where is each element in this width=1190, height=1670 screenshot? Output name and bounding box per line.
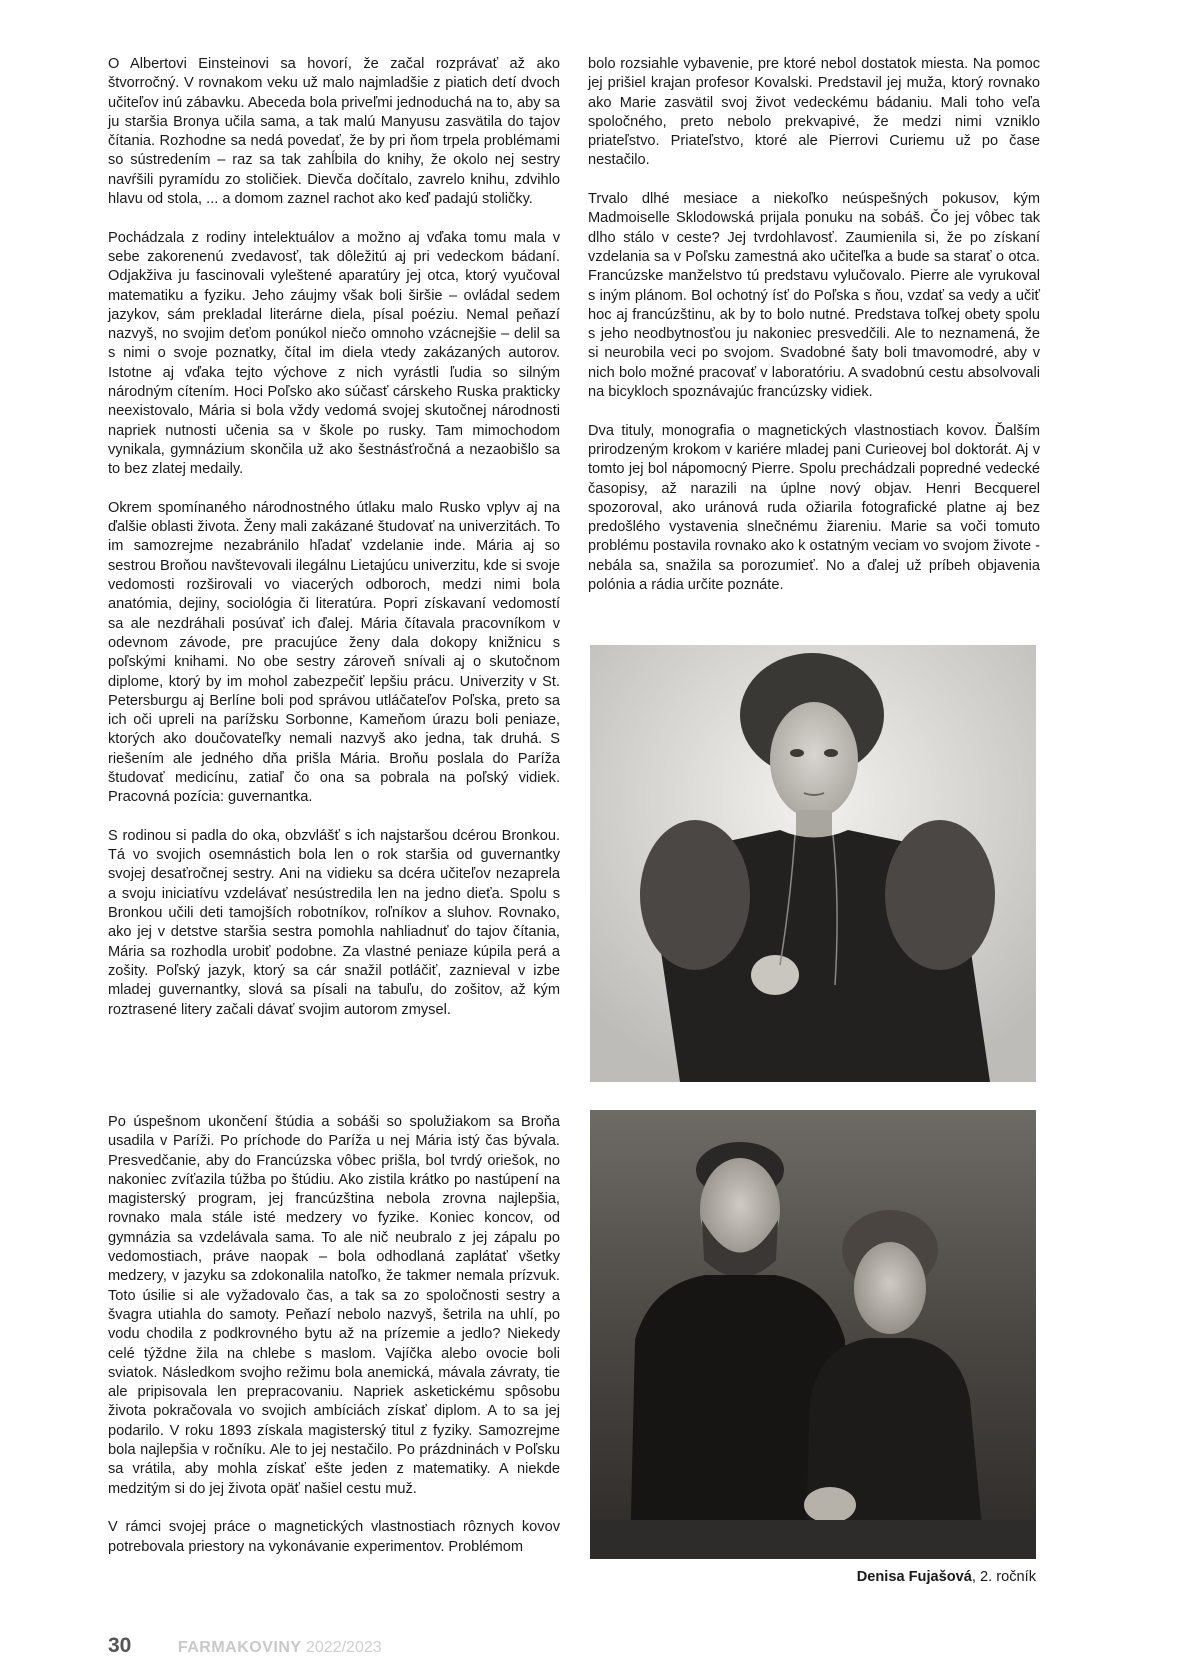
author-name: Denisa Fujašová (856, 1569, 972, 1585)
page-number: 30 (108, 1634, 132, 1657)
column-right (588, 55, 1040, 615)
column-left-top (108, 55, 560, 1039)
paragraph: Trvalo dlhé mesiace a niekoľko neúspešných pokusov, kým Madmoiselle Sklodowská prijala ponuku na sobáš. Čo jej vôbec tak dlho stálo v ceste? Jej tvrdohlavosť. Zaumienila si, že po získaní vzdelania sa v Poľsku zamestná ako učiteľka a bude sa starať o otca. Francúzske manželstvo tú predstavu vylučovalo. Pierre ale vyrukoval s iným plánom. Bol ochotný ísť do Poľska s ňou, vzdať sa vedy a učiť hoc aj francúzštinu, ak by to bolo nutné. Predstava toľkej obety spolu s jeho neodbytnosťou ju nakoniec presvedčili. Ale to neznamená, že si neurobila veci po svojom. Svadobné šaty boli tmavomodré, aby v nich bolo možné pracovať v laboratóriu. A svadobnú cestu absolvovali na bicykloch spoznávajúc francúzsky vidiek. (588, 191, 1040, 401)
couple-illustration (590, 1110, 1036, 1559)
paragraph: Dva tituly, monografia o magnetických vlastnostiach kovov. Ďalším prirodzeným krokom v kariére mladej pani Curieovej bol doktorát. Aj v tomto jej bol nápomocný Pierre. Spolu prechádzali popredné vedecké časopisy, až narazili na úplne nový objav. Henri Becquerel spozoroval, ako uránová ruda ožiarila fotografické platne aj bez predošlého vystavenia slnečnému žiareniu. Marie sa voči tomuto problému postavila rovnako ako k ostatným veciam vo svojom živote - nebála sa, snažila sa porozumieť. No a ďalej už príbeh objavenia polónia a rádia určite poznáte. (588, 422, 1040, 594)
magazine-name: FARMAKOVINY (177, 1639, 302, 1656)
paragraph: bolo rozsiahle vybavenie, pre ktoré nebol dostatok miesta. Na pomoc jej prišiel krajan profesor Kovalski. Predstavil jej muža, ktorý rovnako ako Marie zasvätil svoj život vedeckému bádaniu. Mali toho veľa spoločného, preto nebolo prekvapivé, že medzi nimi vzniklo priateľstvo. Priateľstvo, ktoré ale Pierrovi Curiemu už po čase nestačilo. (588, 56, 1040, 169)
paragraph: V rámci svojej práce o magnetických vlastnostiach rôznych kovov potrebovala priestory na vykonávanie experimentov. Problémom (108, 1519, 560, 1555)
paragraph: S rodinou si padla do oka, obzvlášť s ich najstaršou dcérou Bronkou. Tá vo svojich osemnástich bola len o rok staršia od guvernantky svojej desaťročnej sestry. Ani na vidieku sa dcéra učiteľov nezaprela a svoju iniciatívu vzdelávať nesústredila len na jedno dieťa. Spolu s Bronkou učili deti tamojších robotníkov, roľníkov a sluhov. Rovnako, ako jej v detstve staršia sestra pomohla nahliadnuť do tajov čítania, Mária sa rozhodla urobiť podobne. Za vlastné peniaze kúpila perá a zošity. Poľský jazyk, ktorý sa cár snažil potláčiť, zaznieval v izbe mladej guvernantky, slová sa písali na tabuľu, do zošitov, až kým roztrasené litery začali dávať svojim autorom zmysel. (108, 827, 560, 1018)
paragraph: Po úspešnom ukončení štúdia a sobáši so spolužiakom sa Broňa usadila v Paríži. Po príchode do Paríža u nej Mária istý čas bývala. Presvedčanie, aby do Francúzska vôbec prišla, bol tvrdý oriešok, no nakoniec zvíťazila túžba po štúdiu. Ako zistila krátko po nastúpení na magisterský program, jej francúzština nebola zrovna najlepšia, rovnako mala stále isté medzery vo fyzike. Koniec koncov, od gymnázia sa vzdelávala sama. To ale nič neubralo z jej zápalu po vedomostiach, práve naopak – bola odhodlaná zaplátať všetky medzery, v jazyku sa zdokonalila natoľko, že takmer nemala prízvuk. Toto úsilie si ale vyžadovalo čas, a tak sa zo spoločnosti sestry a švagra utiahla do samoty. Peňazí nebolo nazvyš, šetrila na uhlí, po vodu chodila z podkrovného bytu až na prízemie a jedlo? Niekedy celé týždne žila na chlebe s maslom. Vajíčka alebo ovocie boli sviatok. Následkom svojho režimu bola anemická, mávala závraty, tie ale pripisovala len prepracovaniu. Napriek asketickému spôsobu života pokračovala vo svojich ambíciách získať diplom. A to sa jej podarilo. V roku 1893 získala magisterský titul z fyziky. Samozrejme bola najlepšia v ročníku. Ale to jej nestačilo. Po prázdninách v Poľsku sa vrátila, aby mohla získať ešte jeden z matematiky. A niekde medzitým si do jej života opäť našiel cestu muž. (108, 1114, 560, 1497)
paragraph: Pochádzala z rodiny intelektuálov a možno aj vďaka tomu mala v sebe zakorenenú zvedavosť, tak dôležitú aj pri vedeckom bádaní. Odjakživa ju fascinovali vyleštené aparatúry jej otca, ktorý vyučoval matematiku a fyziku. Jeho záujmy však boli širšie – ovládal sedem jazykov, sám prekladal literárne diela, písal poéziu. Nemal peňazí nazvyš, no svojim deťom ponúkol niečo omnoho vzácnejšie – delil sa s nimi o svoje poznatky, čítal im diela vtedy zakázaných autorov. Istotne aj vďaka tejto výchove z nich vyrástli ľudia so silným národným cítením. Hoci Poľsko ako súčasť cárskeho Ruska prakticky neexistovalo, Mária si bola vždy vedomá svojej skutočnej národnosti napriek nutnosti učenia sa v škole po rusky. Tam mimochodom vynikala, gymnázium skončila už ako šestnásťročná a nezaobišlo sa to bez zlatej medaily. (108, 229, 560, 478)
portrait-illustration (590, 645, 1036, 1082)
page-footer (108, 1634, 382, 1658)
couple-photo (590, 1110, 1036, 1559)
paragraph: O Albertovi Einsteinovi sa hovorí, že začal rozprávať až ako štvorročný. V rovnakom veku už malo najmladšie z piatich detí dvoch učiteľov inú zábavku. Abeceda bola priveľmi jednoduchá na to, aby sa ju staršia Bronya učila sama, a tak malú Manyusu zasvätila do tajov čítania. Rozhodne sa nedá povedať, že by pri ňom trpela problémami so sústredením – raz sa tak zahĺbila do knihy, že okolo nej sestry navŕšili pyramídu zo stoličiek. Dievča dočítalo, zavrelo knihu, zdvihlo hlavu od stola, ... a domom zaznel rachot ako keď padajú stoličky. (108, 56, 560, 208)
author-class: , 2. ročník (971, 1569, 1036, 1585)
column-left-bottom (108, 1113, 560, 1576)
paragraph: Okrem spomínaného národnostného útlaku malo Rusko vplyv aj na ďalšie oblasti života. Ženy mali zakázané študovať na univerzitách. To im samozrejme nezabránilo hľadať vzdelanie inde. Mária aj so sestrou Broňou navštevovali ilegálnu Lietajúcu univerzitu, kde si svoje vedomosti rozširovali vo viacerých odboroch, medzi nimi bola anatómia, dejiny, sociológia či literatúra. Popri získavaní vedomostí sa ale nezdráhali posúvať ich ďalej. Mária čítavala pracovníkom v odevnom závode, pre pracujúce ženy dala dokopy knižnicu s poľskými knihami. No obe sestry zároveň snívali aj o skutočnom diplome, ktorý by im mohol zabezpečiť lepšiu prácu. Univerzity v St. Petersburgu aj Berlíne boli pod správou utláčateľov Poľska, preto sa ich oči upreli na parížsku Sorbonne, Kameňom úrazu boli peniaze, ktorých ako doučovateľky nemali nazvyš ako jedna, tak druhá. S riešením ale jedného dňa prišla Mária. Broňu poslala do Paríža študovať medicínu, zatiaľ čo ona sa pobrala na poľský vidiek. Pracovná pozícia: guvernantka. (108, 499, 560, 806)
magazine-year: 2022/2023 (306, 1639, 382, 1656)
author-caption (857, 1569, 1036, 1585)
portrait-photo (590, 645, 1036, 1082)
